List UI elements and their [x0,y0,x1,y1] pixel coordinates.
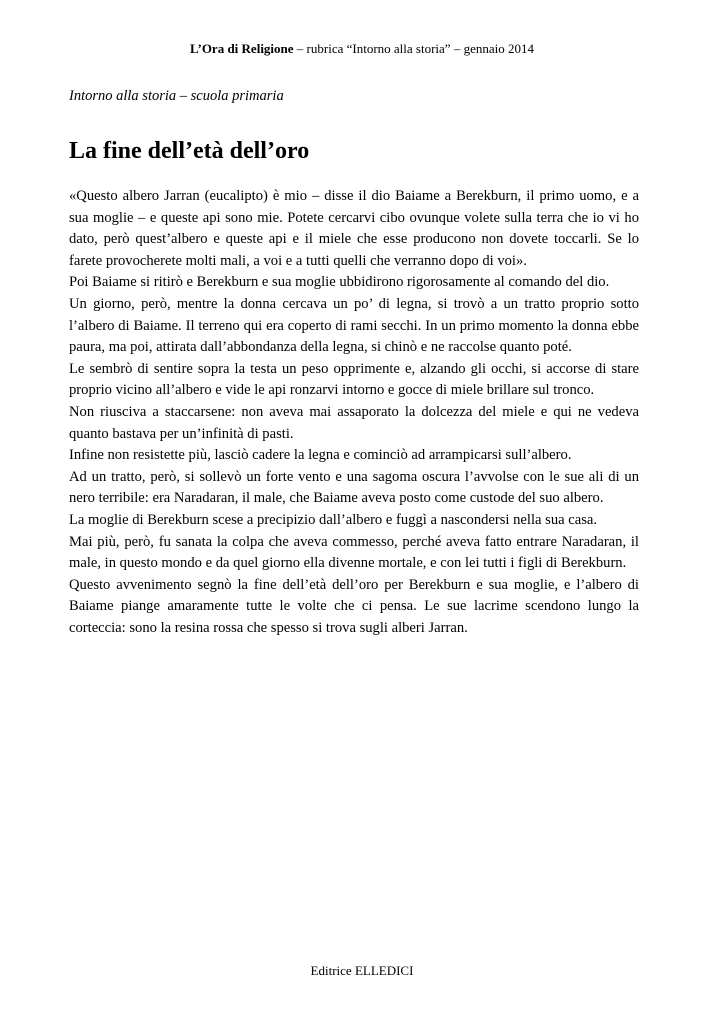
paragraph: Non riusciva a staccarsene: non aveva mai assaporato la dolcezza del miele e qui ne vedeva quanto bastava per un’infinità di pasti. [69,403,639,442]
paragraph: Poi Baiame si ritirò e Berekburn e sua moglie ubbidirono rigorosamente al comando del dio. [69,274,610,291]
story-body [69,186,639,639]
page-header [0,41,724,57]
paragraph: «Questo albero Jarran (eucalipto) è mio – disse il dio Baiame a Berekburn, il primo uomo, e a sua moglie – e queste api sono mie. Potete cercarvi cibo ovunque volete sulla terra che io vi ho dato, però quest’albero e queste api e il miele che esse producono non dovete toccarli. Se lo farete provocherete molti mali, a voi e a tutti quelli che verranno dopo di voi». [69,188,639,269]
paragraph: Mai più, però, fu sanata la colpa che aveva commesso, perché aveva fatto entrare Naradaran, il male, in questo mondo e da quel giorno ella divenne mortale, e con lei tutti i figli di Berekburn. [69,533,639,572]
paragraph: Questo avvenimento segnò la fine dell’età dell’oro per Berekburn e sua moglie, e l’albero di Baiame piange amaramente tutte le volte che ci pensa. Le sue lacrime scendono lungo la corteccia: sono la resina rossa che spesso si trova sugli alberi Jarran. [69,576,639,636]
section-subtitle: Intorno alla storia – scuola primaria [69,88,284,104]
paragraph: Ad un tratto, però, si sollevò un forte vento e una sagoma oscura l’avvolse con le sue ali di un nero terribile: era Naradaran, il male, che Baiame aveva posto come custode del suo albero. [69,468,639,507]
paragraph: Le sembrò di sentire sopra la testa un peso opprimente e, alzando gli occhi, si accorse di stare proprio vicino all’albero e vide le api ronzarvi intorno e gocce di miele brillare sul tronco. [69,360,639,399]
paragraph: Infine non resistette più, lasciò cadere la legna e cominciò ad arrampicarsi sull’albero. [69,447,572,464]
paragraph: Un giorno, però, mentre la donna cercava un po’ di legna, si trovò a un tratto proprio sotto l’albero di Baiame. Il terreno qui era coperto di rami secchi. In un primo momento la donna ebbe paura, ma poi, attirata dall’abbondanza della legna, si chinò e ne raccolse quanto poté. [69,295,639,356]
header-details: – rubrica “Intorno alla storia” – gennaio 2014 [293,41,534,56]
paragraph: La moglie di Berekburn scese a precipizio dall’albero e fuggì a nascondersi nella sua casa. [69,511,597,528]
story-title: La fine dell’età dell’oro [69,138,310,164]
header-magazine-title: L’Ora di Religione [190,41,294,56]
page-footer: Editrice ELLEDICI [310,963,414,978]
